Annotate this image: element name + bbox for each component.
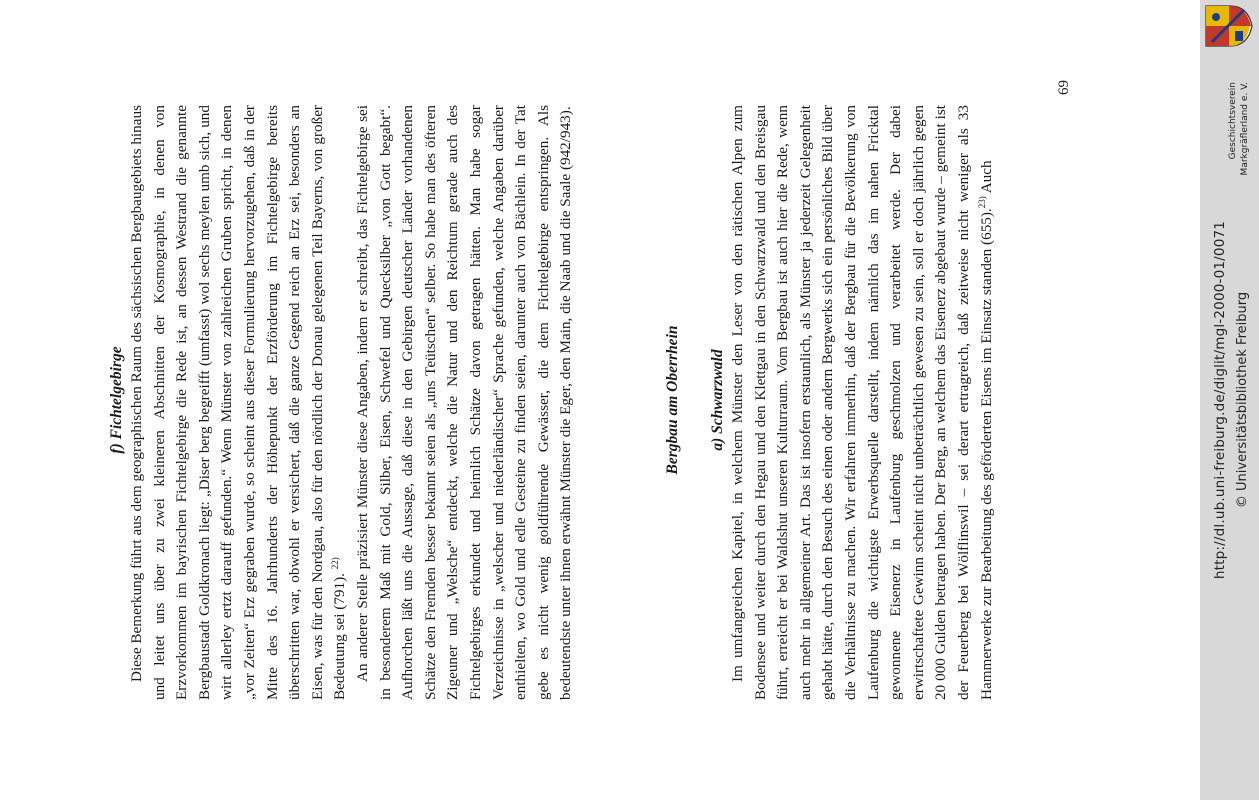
section-heading-fichtelgebirge: f) Fichtelgebirge [108, 346, 125, 454]
society-line-2: Markgräflerland e. V. [1240, 82, 1250, 176]
society-line-1: Geschichtsverein [1228, 82, 1238, 160]
section-heading-bergbau-oberrhein: Bergbau am Oberrhein [664, 325, 681, 475]
paragraph-2: An anderer Stelle präzisiert Münster diese Angaben, indem er schreibt, das Fichtelgebirge sei in besonderem Maß mit Gold, Silber, Eisen, Schwefel und Quecksilber „von Gott begabt“. Aufhorchen läßt uns die Aussage, daß diese in den Gebirgen deutscher Länder vorhandenen Schätze den Fremden besser bekannt seien als „uns Teütschen“ selber. So habe man des öfteren Zigeuner und „Welsche“ entdeckt, welche die Natur und den Reichtum gerade auch des Fichtelgebirges erkundet und heimlich Schätze davon getragen hätten. Man habe sogar Verzeichnisse in „welscher und niederländischer“ Sprache gefunden, welche Angaben darüber enthielten, wo Gold und edle Gesteine zu finden seien, darunter auch von Bächlein. In der Tat gebe es nicht wenig goldführende Gewässer, die dem Fichtelgebirge entspringen. Als bedeutendste unter ihnen erwähnt Münster die Eger, den Main, die Naab und die Saale (942/943). [353, 105, 575, 700]
page-number: 69 [1056, 80, 1072, 95]
paragraph-3: Im umfangreichen Kapitel, in welchem Münster den Leser von den rätischen Alpen zum Bodensee und weiter durch den Hegau und den Klettgau in den Schwarzwald und den Breisgau führt, erreicht er bei Waldshut unseren Kulturraum. Vom Bergbau ist auch hier die Rede, wenn auch mehr in allgemeiner Art. Das ist insofern erstaunlich, als Münster ja jederzeit Gelegenheit gehabt hätte, durch den Besuch des einen oder andern Bergwerks sich ein persönliches Bild über die Verhältnisse zu machen. Wir erfahren immerhin, daß der Bergbau für die Bevölkerung von Laufenburg die wichtigste Erwerbsquelle darstellt, indem nämlich das im nahen Fricktal gewonnene Eisenerz in Laufenburg geschmolzen und verarbeitet werde. Der dabei erwirtschaftete Gewinn scheint nicht unbeträchtlich gewesen zu sein, soll er doch jährlich gegen 20 000 Gulden betragen haben. Der Berg, an welchem das Eisenerz abgebaut wurde – gemeint ist der Feuerberg bei Wölflinswil – sei derart ertragreich, daß zeitweise nicht weniger als 33 Hammerwerke zur Bearbeitung des geförderten Eisens im Einsatz standen (655).$^{23)}$ Auch [729, 105, 995, 700]
footer-url-link[interactable]: http://dl.ub.uni-freiburg.de/diglit/mgl-2000-01/0071 [1212, 220, 1228, 580]
society-name [1227, 82, 1251, 202]
paragraph-1: Diese Bemerkung führt aus dem geographischen Raum des sächsischen Bergbaugebiets hinaus und leitet uns über zu zwei kleineren Abschnitten der Kosmographie, in denen von Erzvorkommen im bayrischen Fichtelgebirge die Rede ist, an dessen Westrand die genannte Bergbaustadt Goldkronach liegt: „Diser berg begreifft (umfasst) wol sechs meylen umb sich, und wirt allerley ertzt darauff gefunden.“ Wenn Münster von zahlreichen Gruben spricht, in denen „vor Zeiten“ Erz gegraben wurde, so scheint aus dieser Formulierung hervorzugehen, daß in der Mitte des 16. Jahrhunderts der Höhepunkt der Erzförderung im Fichtelgebirge bereits überschritten war, obwohl er versichert, daß die ganze Gegend reich an Erz sei, besonders an Eisen, was für den Nordgau, also für den nördlich der Donau gelegenen Teil Bayerns, von großer Bedeutung sei (791). $^{22)}$ [128, 105, 349, 700]
footer-copyright: © Universitätsbibliothek Freiburg [1235, 291, 1250, 509]
footnote-ref-23: 23) [976, 196, 987, 209]
footnote-ref-22: 22) [330, 557, 341, 570]
subsection-heading-schwarzwald: a) Schwarzwald [709, 349, 726, 451]
section-schwarzwald-text [727, 105, 998, 700]
section-fichtelgebirge-text [126, 105, 578, 700]
society-crest-icon[interactable] [1204, 4, 1254, 48]
